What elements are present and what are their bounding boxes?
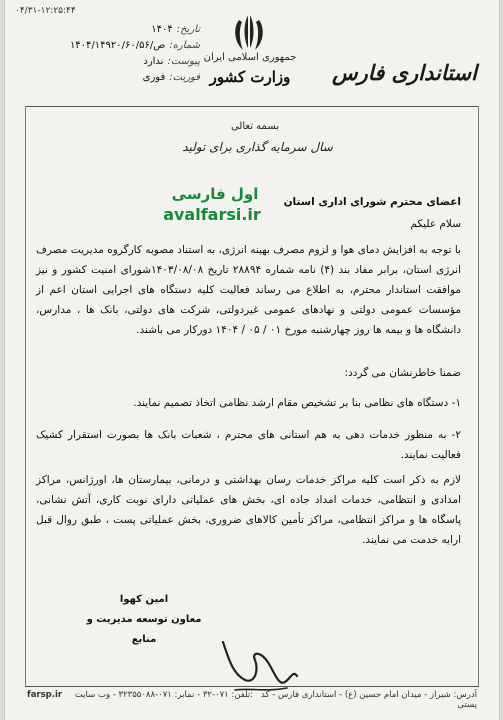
republic-title: جمهوری اسلامی ایران <box>203 52 297 63</box>
body-item-2: ۲- به منظور خدمات دهی به هم استانی های محترم ، شعبات بانک ها بصورت استقرار کشیک فعالیت نمایند. <box>36 429 461 461</box>
iran-emblem-icon <box>227 10 271 54</box>
meta-attachment-row <box>25 54 200 70</box>
frame-right-rule <box>478 106 479 686</box>
signer-title: معاون توسعه مدیریت و منابع <box>86 614 202 645</box>
addressee: اعضای محترم شورای اداری استان <box>283 196 461 208</box>
footer-phones: تلفن: ۰۷۱-۳۲ - نمابر: ۰۷۱-۳۲۳۵۵۰۸۸ - وب سایت: <box>74 690 254 700</box>
meta-date-value: ۱۴۰۴ <box>151 24 173 35</box>
frame-top-rule <box>25 106 479 107</box>
top-timestamp: ۰۴/۳۱-۱۲:۲۵:۴۴ <box>15 6 76 16</box>
watermark-name: اول فارسی <box>171 185 259 203</box>
footer-contact <box>27 690 257 700</box>
meta-date-label: تاریخ: <box>176 24 200 35</box>
watermark-domain: avalfarsi.ir <box>163 205 261 224</box>
meta-urgency-value: فوری <box>142 72 166 83</box>
meta-urgency-label: فوریت: <box>169 72 200 83</box>
body-paragraph-3: لازم به ذکر است کلیه مراکز خدمات رسان بهداشتی و درمانی، بیمارستان ها، اورژانس، مراکز امدادی و انتظامی، خدمات امداد جاده ای، بخش های عملیاتی دارای نوبت کاری، آتش نشانی، پاسگاه ها و مراکز انتظامی، مراکز تأمین کالاهای ضروری، بخش عملیاتی پست ، طبق روال قبل ارایه خدمت می نمایند. <box>36 474 461 546</box>
body-note: ضمنا خاطرنشان می گردد: <box>344 367 461 379</box>
signer-name: امین کهوا <box>119 594 169 605</box>
meta-attachment-value: ندارد <box>143 56 164 67</box>
footer-website: farsp.ir <box>27 690 63 700</box>
year-motto: سال سرمایه گذاری برای تولید <box>182 140 333 154</box>
letter-meta-block <box>25 22 200 86</box>
salutation: سلام علیکم <box>410 218 461 230</box>
meta-urgency-row <box>25 70 200 86</box>
letter-sheet <box>4 0 500 720</box>
signer-block <box>79 590 209 650</box>
footer-address: آدرس: شیراز - میدان امام حسین (ع) - استانداری فارس - کد پستی <box>260 690 477 710</box>
province-title: استانداری فارس <box>332 60 477 85</box>
meta-number-row <box>25 38 200 54</box>
frame-left-rule <box>25 106 26 686</box>
body-item-1: ۱- دستگاه های نظامی بنا بر تشخیص مقام ارشد نظامی اتخاذ تصمیم نمایند. <box>133 397 461 409</box>
meta-number-value: ص/۱۴۰۴/۱۴۹۲۰/۶۰/۵۶ <box>69 40 166 51</box>
meta-number-label: شماره: <box>169 40 200 51</box>
meta-attachment-label: پیوست: <box>167 56 200 67</box>
ministry-title: وزارت کشور <box>209 68 291 86</box>
meta-date-row <box>25 22 200 38</box>
body-paragraph-1: با توجه به افزایش دمای هوا و لزوم مصرف بهینه انرژی، به استناد مصوبه کارگروه مدیریت مصرف انرژی استان، برابر مفاد بند (۴) نامه شماره ۲۸۸۹۴ تاریخ ۱۴۰۳/۰۸/۰۸شورای امنیت کشور و نیز موافقت استاندار محترم، به اطلاع می رساند فعالیت کلیه دستگاه های اجرایی استان اعم از مؤسسات عمومی دولتی و نهادهای عمومی غیردولتی، شرکت های دولتی، بانک ها ، مدارس، دانشگاه ها و بیمه ها روز چهارشنبه مورخ ۰۱ / ۰۵ / ۱۴۰۴ دورکار می باشند. <box>36 244 461 336</box>
basmala: بسمه تعالی <box>230 121 280 132</box>
